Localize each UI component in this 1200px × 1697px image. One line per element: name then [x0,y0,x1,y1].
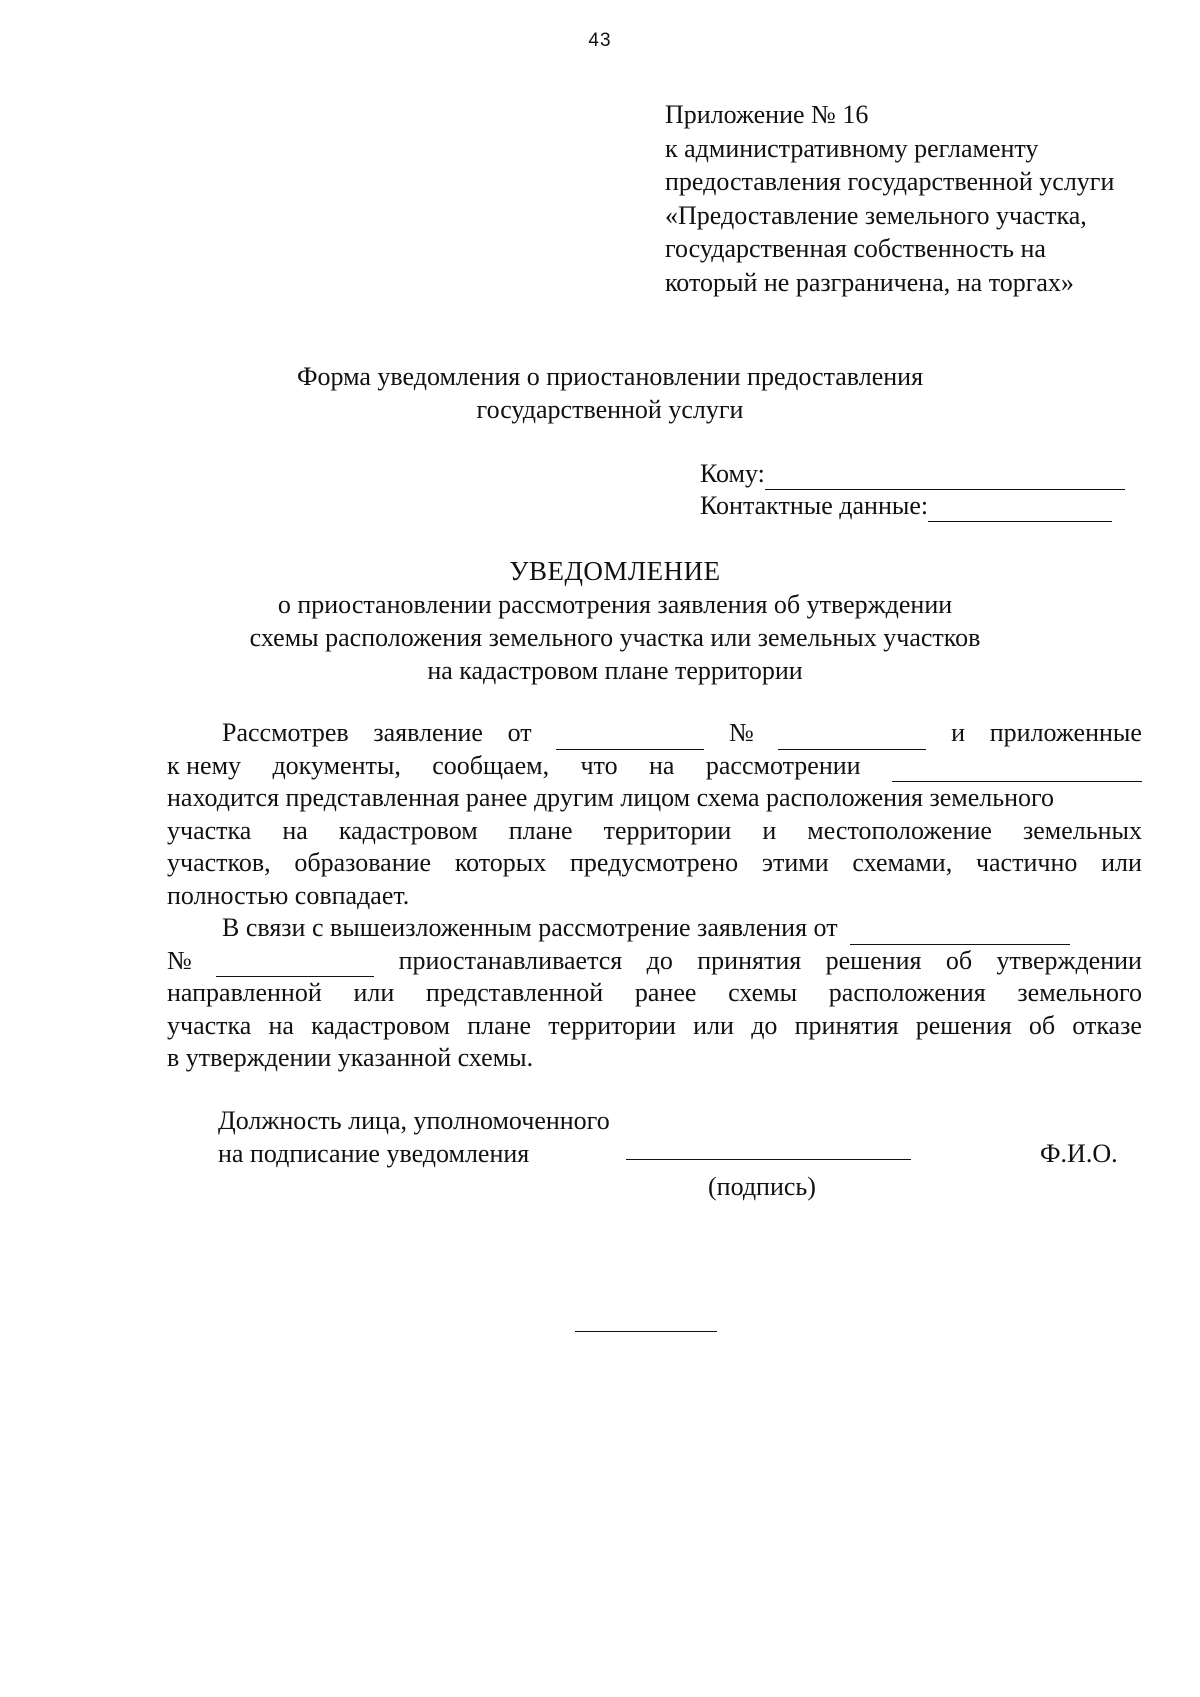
body-word: приложенные [989,718,1142,747]
body-word: отказе [1072,1010,1142,1040]
body-word: или [693,1010,734,1040]
body-word: местоположение [807,815,992,845]
body-word: или [1101,848,1142,877]
signer-fio: Ф.И.О. [1040,1139,1118,1168]
signer-position: на подписание уведомления [218,1139,530,1168]
recipient-contacts-row [700,490,1125,522]
form-title-line: Форма уведомления о приостановлении предоставления [296,362,924,391]
body-line [167,1010,1142,1043]
body-word: расположения [828,978,986,1007]
body-word: об [1028,1010,1056,1040]
body-word: решения [825,945,922,975]
body-text-line: полностью совпадает. [167,880,410,910]
appendix-line: государственная собственность на [665,234,1046,263]
body-line [167,717,1142,750]
body-word: кадастровом [338,815,478,845]
body-word: принятия [697,945,802,975]
body-word: представленной [425,978,604,1007]
body-line [167,945,1142,978]
body-word: территории [603,815,732,845]
body-line [167,750,1142,783]
body-word: на [649,750,675,780]
body-word: об [945,945,973,975]
body-word: приостанавливается [398,945,623,975]
appendix-line: который не разграничена, на торгах» [665,267,1074,297]
appendix-header [665,98,1114,299]
body-word: Рассмотрев [222,718,349,747]
body-word: на [268,1010,294,1040]
body-word: принятия [794,1010,899,1040]
body-word: этими [761,848,829,877]
body-line [167,1042,1142,1075]
body-word: земельного [1017,978,1142,1007]
appendix-line: к административному регламенту [665,133,1039,163]
body-word: кадастровом [311,1010,450,1040]
body-word: схемами, [852,848,953,877]
signature-blank[interactable] [626,1159,911,1160]
appendix-line: «Предоставление земельного участка, [665,200,1087,230]
authority-blank[interactable] [892,759,1142,782]
body-word: документы, [272,750,401,780]
body-word: № [729,718,754,747]
notice-body [167,717,1142,1075]
body-word: участков, [167,848,271,877]
body-word: направленной [167,978,322,1007]
notice-subtitle: на кадастровом плане территории [427,656,803,685]
body-word: до [751,1010,778,1040]
signature-block [218,1104,1138,1201]
recipient-contacts-blank[interactable] [928,499,1112,522]
body-word: на [282,815,308,845]
application-number-blank[interactable] [778,727,926,750]
body-text-line: находится представленная ранее другим лицом схема расположения земельного [167,783,1055,812]
notice-subtitle: о приостановлении рассмотрения заявления об утверждении [277,590,953,619]
body-word: до [646,945,673,975]
suspended-application-date-blank[interactable] [850,922,1070,945]
recipient-block [700,458,1125,522]
body-word: участка [167,1010,252,1040]
body-word: частично [975,848,1078,877]
suspended-application-number-blank[interactable] [216,954,374,977]
body-word: участка [167,815,252,845]
body-line [167,977,1142,1010]
appendix-line: предоставления государственной услуги [665,167,1115,196]
form-title [0,360,1200,426]
body-word: заявление [373,718,483,747]
body-word: схемы [728,978,798,1007]
body-word: образование [294,848,432,877]
body-word: и [762,815,777,845]
body-word: территории [548,1010,676,1040]
body-text-line: В связи с вышеизложенным рассмотрение заявления от [222,913,838,942]
signature-caption: (подпись) [708,1172,816,1201]
notice-heading [0,555,1200,687]
body-word: к нему [167,750,242,780]
body-line [167,847,1142,880]
body-word: утверждении [996,945,1142,975]
notice-subtitle: схемы расположения земельного участка или земельных участков [249,623,981,652]
body-word: земельных [1022,815,1142,845]
appendix-line: Приложение № 16 [665,100,869,129]
body-word: от [507,718,532,747]
page-number: 43 [588,30,612,51]
recipient-contacts-label: Контактные данные: [700,491,929,520]
body-word: сообщаем, [432,750,550,780]
form-title-line: государственной услуги [476,395,744,424]
body-word: рассмотрении [705,750,861,780]
body-word: которых [454,848,547,877]
application-date-blank[interactable] [556,727,704,750]
body-word: ранее [634,978,697,1007]
end-divider [575,1331,717,1332]
notice-title: УВЕДОМЛЕНИЕ [509,556,721,586]
body-text-line: в утверждении указанной схемы. [167,1043,534,1072]
body-line [167,880,1142,913]
recipient-to-label: Кому: [700,459,765,488]
body-word: решения [915,1010,1012,1040]
body-line [167,912,1142,945]
body-word: предусмотрено [570,848,739,877]
body-line [167,815,1142,848]
body-word: и [951,718,966,747]
body-word: плане [508,815,573,845]
signer-position: Должность лица, уполномоченного [218,1106,610,1135]
body-word: плане [467,1010,532,1040]
recipient-to-row [700,458,1125,490]
recipient-to-blank[interactable] [765,467,1125,490]
body-line [167,782,1142,815]
body-word: или [353,978,395,1007]
body-word: что [580,750,618,780]
body-word: № [167,945,192,975]
